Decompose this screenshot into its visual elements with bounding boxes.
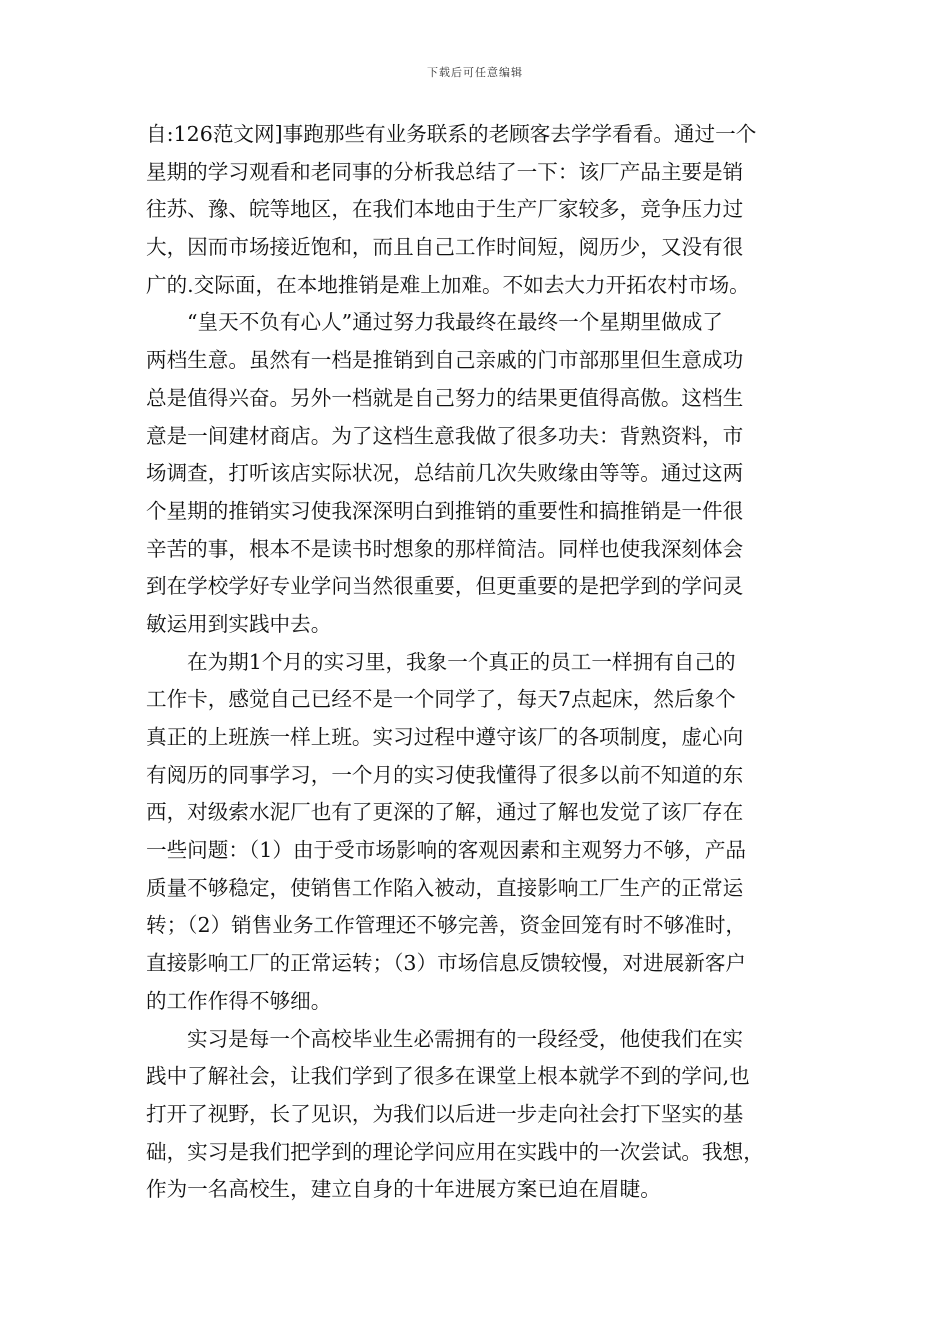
text-line: 础，实习是我们把学到的理论学问应用在实践中的一次尝试。我想，	[146, 1139, 764, 1164]
text-line: 两档生意。虽然有一档是推销到自己亲戚的门市部那里但生意成功	[146, 348, 744, 373]
text-line: 转；（2）销售业务工作管理还不够完善，资金回笼有时不够准时，	[146, 913, 747, 938]
text-line: 工作卡，感觉自己已经不是一个同学了，每天7点起床，然后象个	[146, 687, 736, 712]
text-line: 往苏、豫、皖等地区，在我们本地由于生产厂家较多，竞争压力过	[146, 197, 744, 222]
text-line: 真正的上班族一样上班。实习过程中遵守该厂的各项制度，虚心向	[146, 725, 744, 749]
text-line: 敏运用到实践中去。	[146, 611, 332, 636]
text-line: 大，因而市场接近饱和，而且自己工作时间短，阅历少，又没有很	[146, 235, 744, 260]
text-line: 意是一间建材商店。为了这档生意我做了很多功夫：背熟资料，市	[146, 423, 744, 448]
text-line: 一些问题：（1）由于受市场影响的客观因素和主观努力不够，产品	[146, 838, 747, 863]
text-line: 广的.交际面，在本地推销是难上加难。不如去大力开拓农村市场。	[146, 272, 750, 297]
text-line: 践中了解社会，让我们学到了很多在课堂上根本就学不到的学问,也	[146, 1064, 750, 1089]
document-body	[146, 116, 808, 1209]
text-line: 星期的学习观看和老同事的分析我总结了一下：该厂产品主要是销	[146, 159, 744, 184]
text-line: 作为一名高校生，建立自身的十年进展方案已迫在眉睫。	[146, 1177, 661, 1202]
text-line: 在为期1个月的实习里，我象一个真正的员工一样拥有自己的	[187, 649, 736, 674]
page-header: 下载后可任意编辑	[427, 66, 523, 79]
text-line: 的工作作得不够细。	[146, 988, 332, 1013]
text-line: 辛苦的事，根本不是读书时想象的那样简洁。同样也使我深刻体会	[146, 536, 744, 561]
text-line: 总是值得兴奋。另外一档就是自己努力的结果更值得高傲。这档生	[146, 385, 744, 410]
text-line: 有阅历的同事学习，一个月的实习使我懂得了很多以前不知道的东	[146, 762, 744, 787]
text-line: “皇天不负有心人”通过努力我最终在最终一个星期里做成了	[187, 310, 723, 335]
text-line: 实习是每一个高校毕业生必需拥有的一段经受，他使我们在实	[187, 1026, 744, 1051]
text-line: 场调查，打听该店实际状况，总结前几次失败缘由等等。通过这两	[146, 461, 744, 486]
text-line: 西，对级索水泥厂也有了更深的了解，通过了解也发觉了该厂存在	[146, 800, 744, 825]
text-line: 自:126范文网]事跑那些有业务联系的老顾客去学学看看。通过一个	[146, 122, 757, 146]
text-line: 到在学校学好专业学问当然很重要，但更重要的是把学到的学问灵	[146, 574, 744, 599]
text-line: 个星期的推销实习使我深深明白到推销的重要性和搞推销是一件很	[146, 498, 744, 523]
text-line: 直接影响工厂的正常运转；（3）市场信息反馈较慢，对进展新客户	[146, 951, 747, 976]
text-line: 打开了视野，长了见识，为我们以后进一步走向社会打下坚实的基	[146, 1101, 744, 1126]
text-line: 质量不够稳定，使销售工作陷入被动，直接影响工厂生产的正常运	[146, 875, 744, 900]
